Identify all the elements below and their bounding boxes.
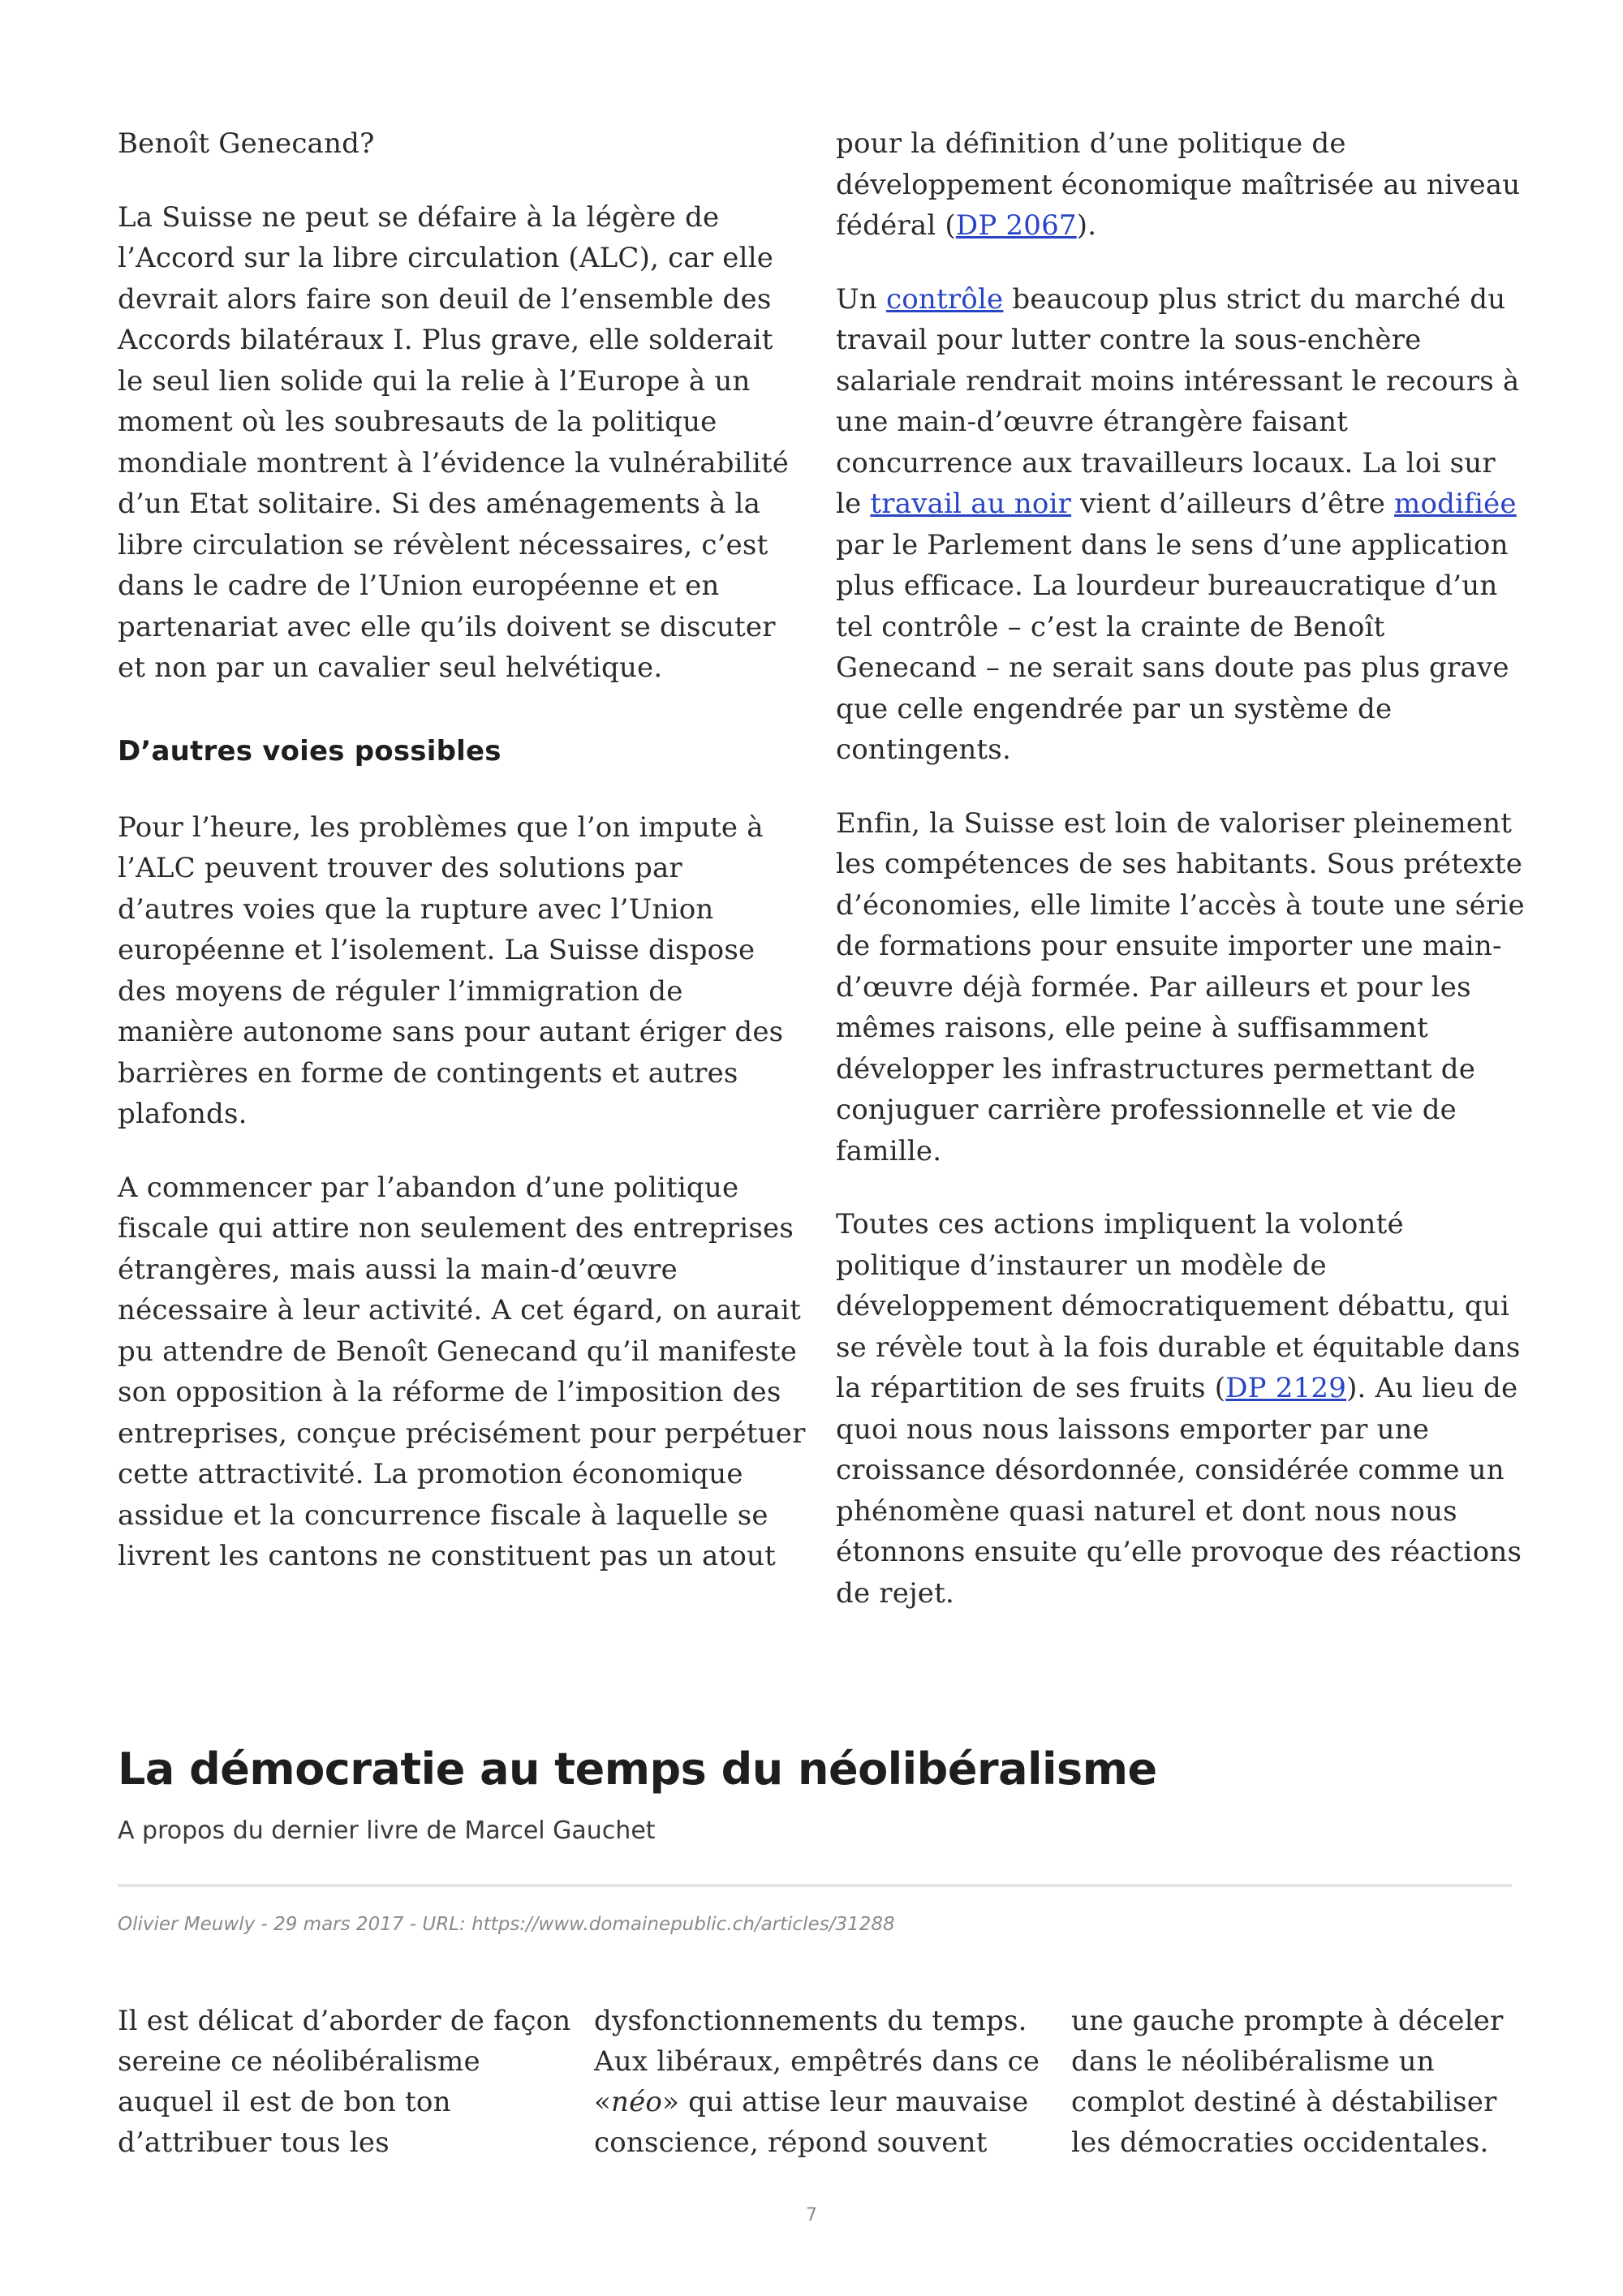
text: par le Parlement dans le sens d’une application plus efficace. La lourdeur bureaucratique d’un tel contrôle – c’est la crainte de Benoît Genecand – ne serait sans doute pas plus grave que celle engendrée par un système de contingents.: [836, 528, 1509, 766]
article2-column-1: [118, 2001, 572, 2163]
text: pour la définition d’une politique de développement économique maîtrisée au niveau fédéral (: [836, 127, 1521, 242]
text: vient d’ailleurs d’être: [1071, 488, 1395, 520]
paragraph: Pour l’heure, les problèmes que l’on impute à l’ALC peuvent trouver des solutions par d’autres voies que la rupture avec l’Union européenne et l’isolement. La Suisse dispose des moyens de réguler l’immigration de manière autonome sans pour autant ériger des barrières en forme de contingents et autres plafonds.: [118, 810, 784, 1130]
paragraph: A commencer par l’abandon d’une politique fiscale qui attire non seulement des entreprises étrangères, mais aussi la main-d’œuvre nécessaire à leur activité. A cet égard, on aurait pu attendre de Benoît Genecand qu’il manifeste son opposition à la réforme de l’imposition des entreprises, conçue précisément pour perpétuer cette attractivité. La promotion économique assidue et la concurrence fiscale à laquelle se livrent les cantons ne constituent pas un atout: [118, 1171, 806, 1572]
article-title: La démocratie au temps du néolibéralisme: [118, 1743, 1157, 1795]
page-number: 7: [806, 2205, 817, 2225]
paragraph: [594, 2001, 1048, 2163]
paragraph: Enfin, la Suisse est loin de valoriser pleinement les compétences de ses habitants. Sous prétexte d’économies, elle limite l’accès à toute une série de formations pour ensuite importer une main-d’œuvre déjà formée. Par ailleurs et pour les mêmes raisons, elle peine à suffisamment développer les infrastructures permettant de conjuguer carrière professionnelle et vie de famille.: [836, 806, 1525, 1167]
text: dysfonctionnements du temps. Aux libéraux, empêtrés dans ce «: [594, 2005, 1040, 2118]
divider: [118, 1884, 1512, 1887]
italic-text: néo: [611, 2086, 663, 2118]
paragraph: [836, 1204, 1526, 1614]
article-subtitle: A propos du dernier livre de Marcel Gauchet: [118, 1817, 656, 1845]
article-byline: Olivier Meuwly - 29 mars 2017 - URL: https://www.domainepublic.ch/articles/31288: [118, 1914, 895, 1935]
paragraph: Il est délicat d’aborder de façon sereine ce néolibéralisme auquel il est de bon ton d’attribuer tous les: [118, 2005, 571, 2159]
link-dp-2067[interactable]: DP 2067: [955, 209, 1077, 242]
link-controle[interactable]: contrôle: [885, 282, 1004, 316]
text: Toutes ces actions impliquent la volonté politique d’instaurer un modèle de développement démocratiquement débattu, qui se révèle tout à la fois durable et équitable dans la répartition de ses fruits (: [836, 1208, 1521, 1404]
section-subheading: D’autres voies possibles: [118, 734, 502, 767]
article-left-column: [118, 123, 807, 1610]
paragraph: La Suisse ne peut se défaire à la légère de l’Accord sur la libre circulation (ALC), car elle devrait alors faire son deuil de l’ensemble des Accords bilatéraux I. Plus grave, elle solderait le seul lien solide qui la relie à l’Europe à un moment où les soubresauts de la politique mondiale montrent à l’évidence la vulnérabilité d’un Etat solitaire. Si des aménagements à la libre circulation se révèlent nécessaires, c’est dans le cadre de l’Union européenne et en partenariat avec elle qu’ils doivent se discuter et non par un cavalier seul helvétique.: [118, 200, 790, 684]
text: ).: [1076, 209, 1097, 242]
text: beaucoup plus strict du marché du travail pour lutter contre la sous-enchère salariale rendrait moins intéressant le recours à une main-d’œuvre étrangère faisant concurrence aux travailleurs locaux. La loi sur le: [836, 282, 1520, 520]
article2-column-2: [594, 2001, 1048, 2163]
paragraph: [836, 123, 1526, 247]
article-right-column: [836, 123, 1526, 1646]
link-dp-2129[interactable]: DP 2129: [1225, 1372, 1347, 1404]
text: ). Au lieu de quoi nous nous laissons emporter par une croissance désordonnée, considérée comme un phénomène quasi naturel et dont nous nous étonnons ensuite qu’elle provoque des réactions de rejet.: [836, 1372, 1522, 1610]
text: » qui attise leur mauvaise conscience, répond souvent: [594, 2086, 1029, 2159]
link-modifiee[interactable]: modifiée: [1394, 488, 1517, 520]
paragraph: une gauche prompte à déceler dans le néolibéralisme un complot destiné à déstabiliser les démocraties occidentales.: [1071, 2005, 1504, 2159]
paragraph: Benoît Genecand?: [118, 127, 375, 160]
text: Un: [836, 282, 886, 316]
paragraph: [836, 279, 1526, 771]
link-travail-au-noir[interactable]: travail au noir: [870, 488, 1072, 520]
article2-column-3: [1071, 2001, 1526, 2163]
